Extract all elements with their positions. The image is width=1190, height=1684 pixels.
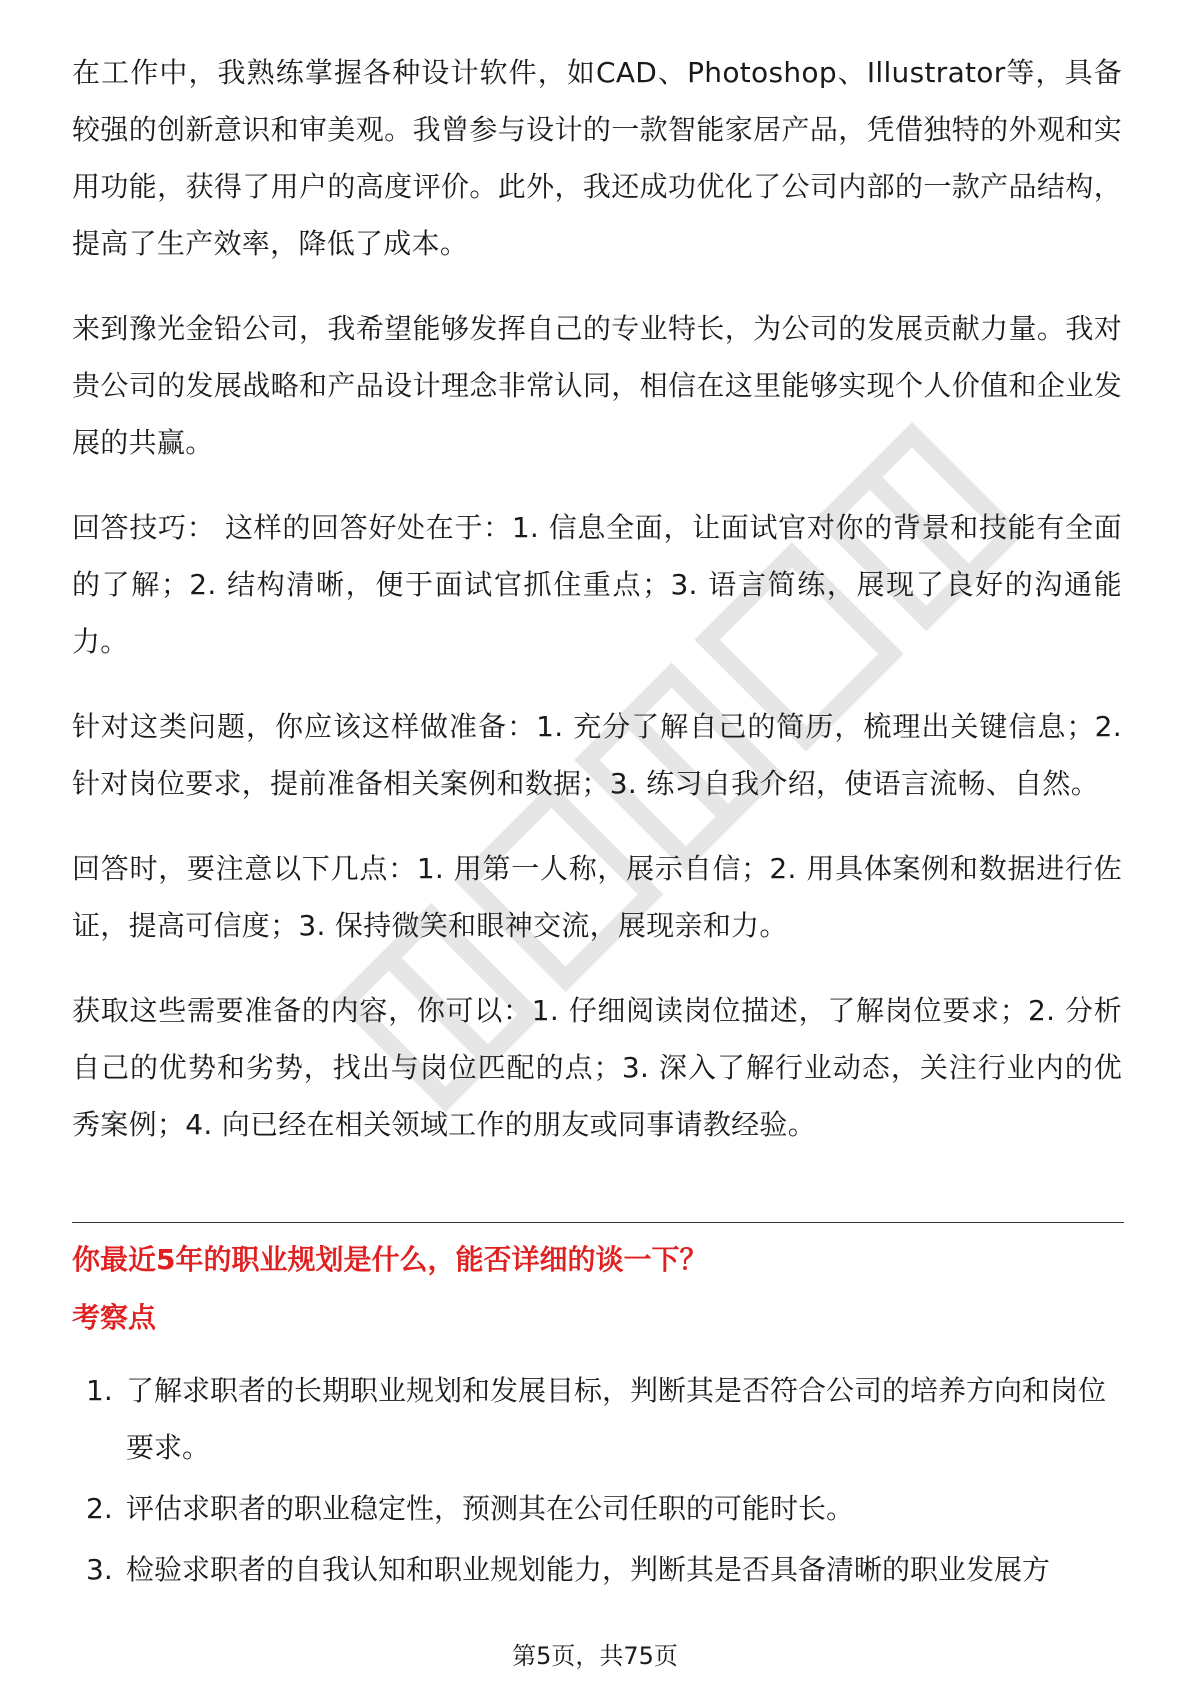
- list-item: [72, 1541, 1124, 1598]
- section-divider: [72, 1222, 1124, 1223]
- list-item: [72, 1480, 1124, 1537]
- paragraph: 针对这类问题，你应该这样做准备：1. 充分了解自己的简历，梳理出关键信息；2. 针对岗位要求，提前准备相关案例和数据；3. 练习自我介绍，使语言流畅、自然。: [72, 710, 1122, 800]
- body-text: [72, 44, 1122, 1181]
- focus-list: [72, 1362, 1124, 1602]
- list-item: [72, 1362, 1124, 1476]
- list-item-text: 了解求职者的长期职业规划和发展目标，判断其是否符合公司的培养方向和岗位要求。: [126, 1374, 1107, 1464]
- list-item-text: 检验求职者的自我认知和职业规划能力，判断其是否具备清晰的职业发展方: [126, 1553, 1051, 1586]
- list-number: 1.: [86, 1374, 113, 1407]
- paragraph: 回答技巧： 这样的回答好处在于：1. 信息全面，让面试官对你的背景和技能有全面的了解；2. 结构清晰，便于面试官抓住重点；3. 语言简练，展现了良好的沟通能力。: [72, 511, 1122, 658]
- paragraph: 获取这些需要准备的内容，你可以：1. 仔细阅读岗位描述，了解岗位要求；2. 分析自己的优势和劣势，找出与岗位匹配的点；3. 深入了解行业动态，关注行业内的优秀案例；4. 向已经在相关领域工作的朋友或同事请教经验。: [72, 994, 1122, 1141]
- paragraph: 回答时，要注意以下几点：1. 用第一人称，展示自信；2. 用具体案例和数据进行佐证，提高可信度；3. 保持微笑和眼神交流，展现亲和力。: [72, 852, 1122, 942]
- list-item-text: 评估求职者的职业稳定性，预测其在公司任职的可能时长。: [126, 1492, 855, 1525]
- paragraph: 来到豫光金铅公司，我希望能够发挥自己的专业特长，为公司的发展贡献力量。我对贵公司的发展战略和产品设计理念非常认同，相信在这里能够实现个人价值和企业发展的共赢。: [72, 312, 1122, 459]
- list-number: 2.: [86, 1492, 113, 1525]
- paragraph: 在工作中，我熟练掌握各种设计软件，如CAD、Photoshop、Illustrator等，具备较强的创新意识和审美观。我曾参与设计的一款智能家居产品，凭借独特的外观和实用功能，获得了用户的高度评价。此外，我还成功优化了公司内部的一款产品结构，提高了生产效率，降低了成本。: [72, 56, 1122, 260]
- page-footer: 第5页，共75页: [512, 1642, 678, 1670]
- focus-heading: 考察点: [72, 1301, 157, 1334]
- list-number: 3.: [86, 1553, 113, 1586]
- interview-question: 你最近5年的职业规划是什么，能否详细的谈一下？: [72, 1243, 708, 1276]
